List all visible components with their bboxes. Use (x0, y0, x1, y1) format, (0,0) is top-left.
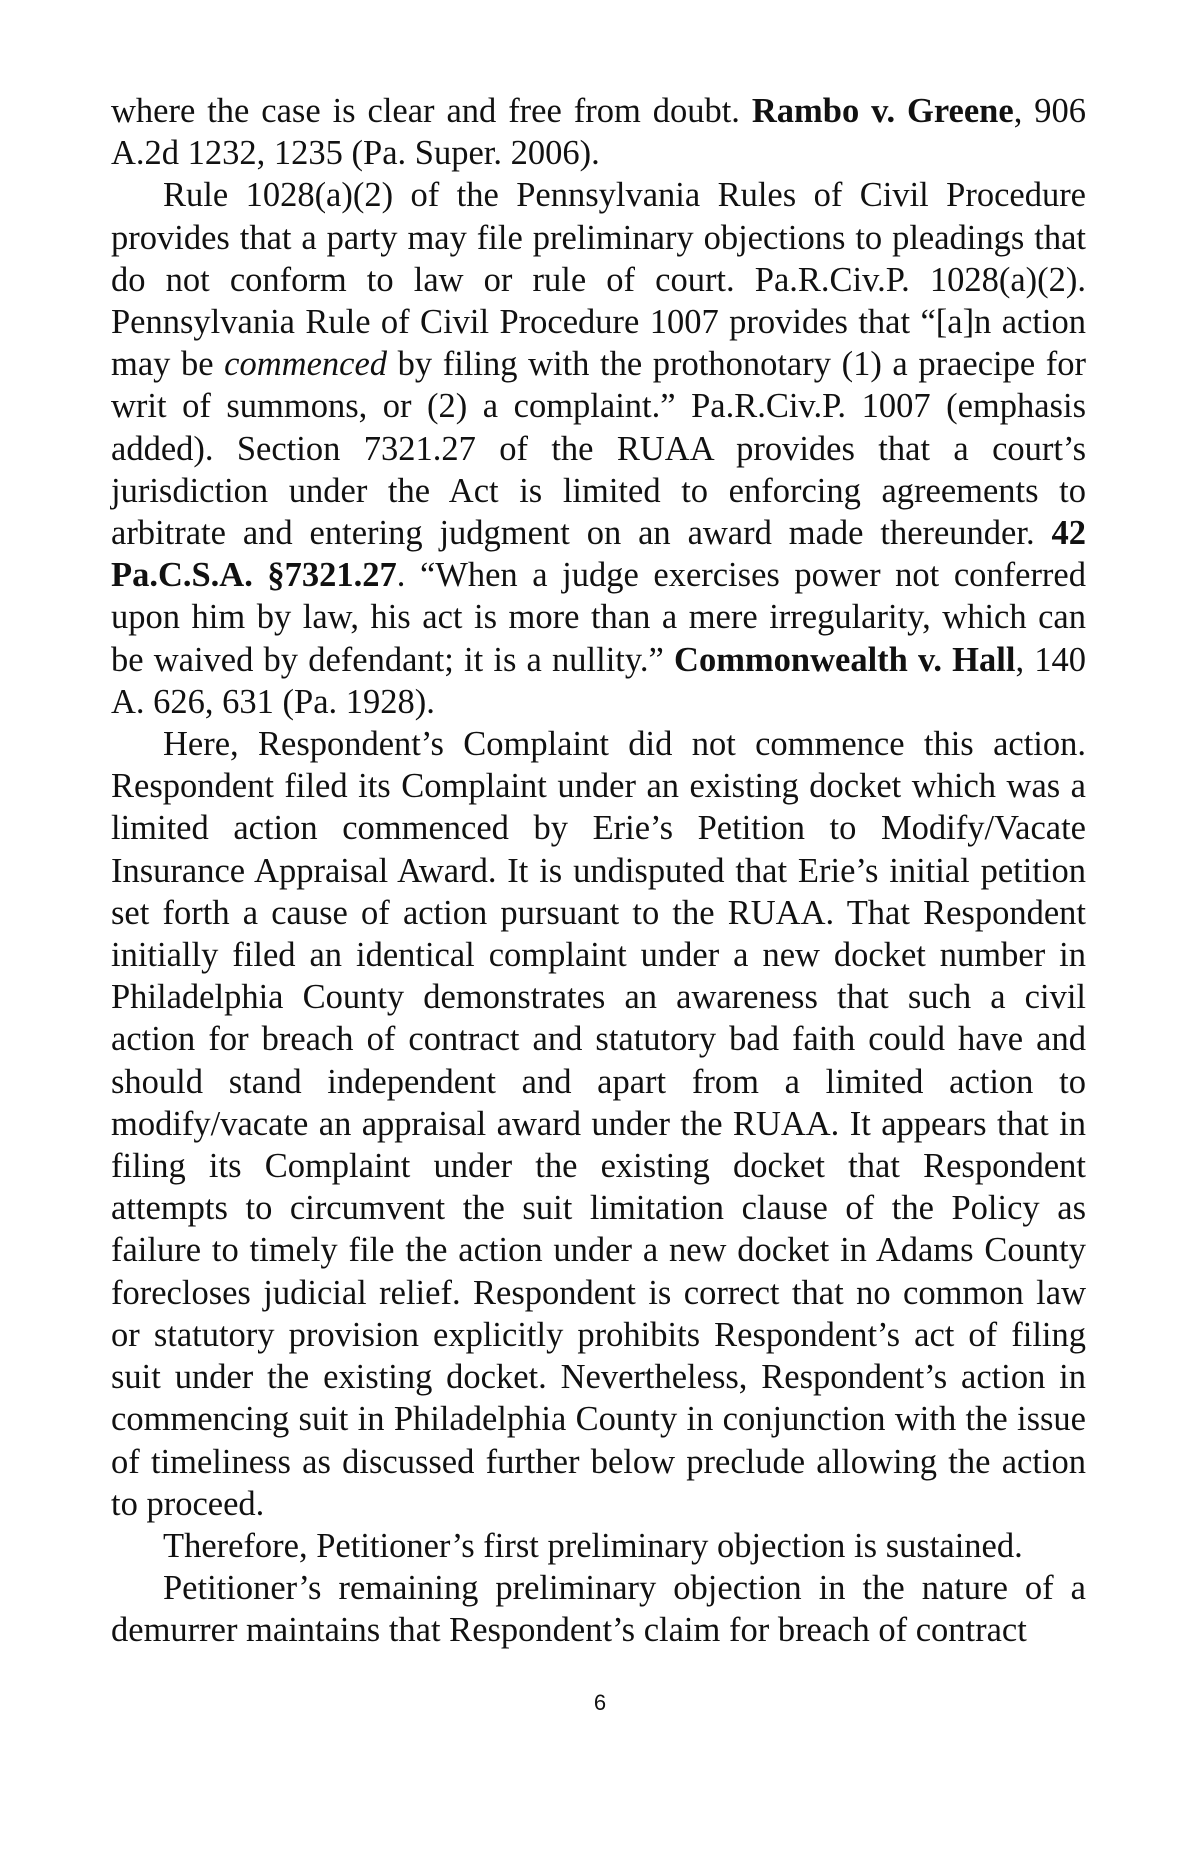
text-segment: Here, Respondent’s Complaint did not commence this action. Respondent filed its Complaint under an existing docket which was a limited action commenced by Erie’s Petition to Modify/Vacate Insurance Appraisal Award. It is undisputed that Erie’s initial petition set forth a cause of action pursuant to the RUAA. That Respondent initially filed an identical complaint under a new docket number in Philadelphia County demonstrates an awareness that such a civil action for breach of contract and statutory bad faith could have and should stand independent and apart from a limited action to modify/vacate an appraisal award under the RUAA. It appears that in filing its Complaint under the existing docket that Respondent attempts to circumvent the suit limitation clause of the Policy as failure to timely file the action under a new docket in Adams County forecloses judicial relief. Respondent is correct that no common law or statutory provision explicitly prohibits Respondent’s act of filing suit under the existing docket. Nevertheless, Respondent’s action in commencing suit in Philadelphia County in conjunction with the issue of timeliness as discussed further below preclude allowing the action to proceed. (111, 725, 1086, 1523)
text-segment: Rule 1028(a)(2) of the Pennsylvania Rules of Civil Procedure provides that a party may file preliminary objections to pleadings that do not conform to law or rule of court. Pa.R.Civ.P. 1028(a)(2). Pennsylvania Rule of Civil Procedure 1007 provides that “[a]n action may be (111, 176, 1086, 384)
emphasized-word: commenced (224, 345, 388, 384)
case-citation-hall: Commonwealth v. Hall (674, 640, 1016, 679)
text-segment: . “When a judge exercises power not conferred upon him by law, his act is more than a mere irregularity, which can be waived by defendant; it is a nullity.” (111, 556, 1086, 679)
text-segment: by filing with the prothonotary (1) a praecipe for writ of summons, or (2) a complaint.” Pa.R.Civ.P. 1007 (emphasis added). Section 7321.27 of the RUAA provides that a court’s jurisdiction under the Act is limited to enforcing agreements to arbitrate and entering judgment on an award made thereunder. (111, 345, 1086, 553)
paragraph-1 (111, 90, 1086, 174)
paragraph-3 (111, 723, 1086, 1525)
text-segment: Therefore, Petitioner’s first preliminary objection is sustained. (163, 1526, 1023, 1565)
statute-citation: 42 Pa.C.S.A. §7321.27 (111, 514, 1086, 595)
case-citation-rambo: Rambo v. Greene (751, 92, 1014, 130)
text-segment: where the case is clear and free from doubt. (111, 92, 752, 130)
paragraph-4 (111, 1525, 1086, 1567)
page-number: 6 (593, 1690, 607, 1715)
paragraph-5 (111, 1567, 1086, 1651)
text-segment: , 906 A.2d 1232, 1235 (Pa. Super. 2006). (111, 92, 1086, 173)
paragraph-2 (111, 174, 1086, 723)
text-segment: , 140 A. 626, 631 (Pa. 1928). (111, 640, 1087, 721)
text-segment: Petitioner’s remaining preliminary objection in the nature of a demurrer maintains that Respondent’s claim for breach of contract (111, 1569, 1086, 1650)
document-body (111, 90, 1086, 1652)
